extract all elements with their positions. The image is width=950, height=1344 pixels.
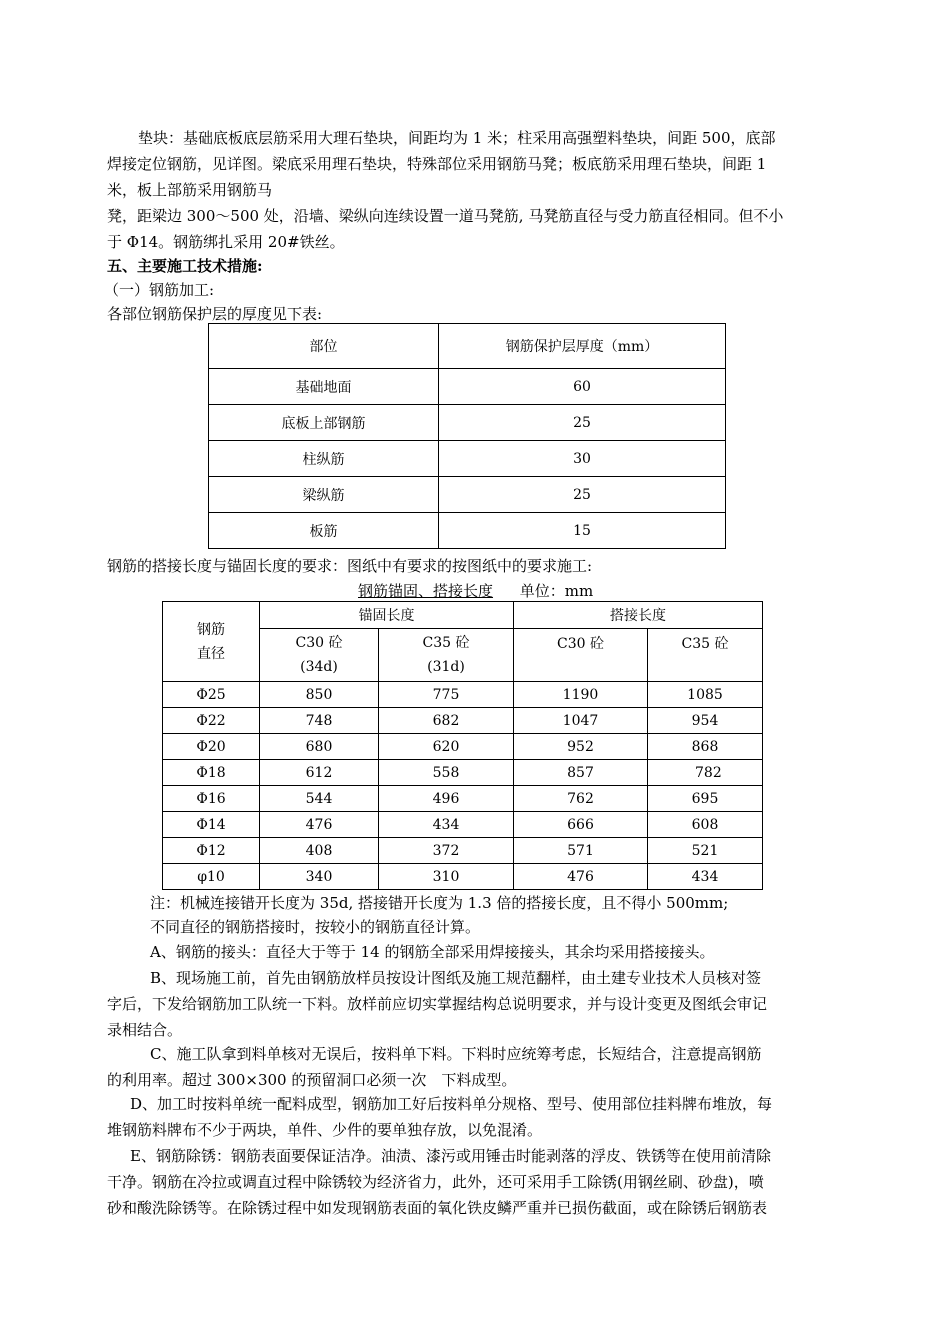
table-cell: 571 <box>514 838 648 864</box>
table-cell: 1085 <box>648 682 763 708</box>
table-cell: φ10 <box>163 864 260 890</box>
caption-unit: 单位：mm <box>519 582 594 600</box>
table-cell: 952 <box>514 734 648 760</box>
note-line: 注：机械连接错开长度为 35d, 搭接错开长度为 1.3 倍的搭接长度，且不得小 500mm; <box>150 894 729 912</box>
paragraph-line: 堆钢筋料牌布不少于两块，单件、少件的要单独存放，以免混淆。 <box>107 1121 543 1139</box>
table-cell: Φ18 <box>163 760 260 786</box>
table-cell: 558 <box>379 760 514 786</box>
table-cell: 434 <box>648 864 763 890</box>
table-cell: 608 <box>648 812 763 838</box>
table-cell: 基础地面 <box>209 369 439 405</box>
note-line: 不同直径的钢筋搭接时，按较小的钢筋直径计算。 <box>150 918 481 936</box>
table-row <box>209 405 726 441</box>
anchor-table-caption <box>358 580 593 601</box>
table-cell: 496 <box>379 786 514 812</box>
table-cell: 775 <box>379 682 514 708</box>
table-cell: Φ25 <box>163 682 260 708</box>
paragraph-line: B、现场施工前，首先由钢筋放样员按设计图纸及施工规范翻样，由土建专业技术人员核对签 <box>150 969 762 987</box>
anchor-c35-header <box>379 629 514 682</box>
table-cell: 954 <box>648 708 763 734</box>
lap-header: 搭接长度 <box>514 602 763 629</box>
table-header: 钢筋保护层厚度（mm） <box>439 324 726 369</box>
table-cell: 680 <box>260 734 379 760</box>
table-cell: 620 <box>379 734 514 760</box>
lap-c30-header: C30 砼 <box>514 629 648 682</box>
paragraph-spacer-line: 焊接定位钢筋，见详图。梁底采用理石垫块，特殊部位采用钢筋马凳；板底筋采用理石垫块，间距 1 <box>107 155 767 173</box>
anchor-header: 锚固长度 <box>260 602 514 629</box>
table-cell: 748 <box>260 708 379 734</box>
table-cell: 850 <box>260 682 379 708</box>
table-cell: 25 <box>439 405 726 441</box>
caption-title: 钢筋锚固、搭接长度 <box>358 582 494 600</box>
paragraph-line: 字后，下发给钢筋加工队统一下料。放样前应切实掌握结构总说明要求，并与设计变更及图纸会审记 <box>107 995 768 1013</box>
cover-thickness-table <box>208 323 726 549</box>
paragraph-line: 砂和酸洗除锈等。在除锈过程中如发现钢筋表面的氧化铁皮鳞严重并已损伤截面，或在除锈后钢筋表 <box>107 1199 768 1217</box>
table-cell: Φ12 <box>163 838 260 864</box>
table-row <box>163 734 763 760</box>
table-cell: 682 <box>379 708 514 734</box>
table-cell: 762 <box>514 786 648 812</box>
section-heading: 五、主要施工技术措施: <box>107 257 263 275</box>
paragraph-line: A、钢筋的接头：直径大于等于 14 的钢筋全部采用焊接接头，其余均采用搭接接头。 <box>150 943 715 961</box>
table-cell: 666 <box>514 812 648 838</box>
table-row <box>209 513 726 549</box>
diameter-header-line: 直径 <box>197 645 225 662</box>
table-row <box>209 369 726 405</box>
anchor-c30-header <box>260 629 379 682</box>
table-cell: 25 <box>439 477 726 513</box>
table-cell: 30 <box>439 441 726 477</box>
table-row <box>163 708 763 734</box>
paragraph-line: E、钢筋除锈：钢筋表面要保证洁净。油渍、漆污或用锤击时能剥落的浮皮、铁锈等在使用前清除 <box>130 1147 771 1165</box>
paragraph-line: 录相结合。 <box>107 1021 183 1039</box>
table-row <box>163 864 763 890</box>
table-cell: 521 <box>648 838 763 864</box>
table-cell: Φ22 <box>163 708 260 734</box>
table-row <box>163 786 763 812</box>
header-line: C30 砼 <box>295 635 343 651</box>
table-header: 部位 <box>209 324 439 369</box>
table-cell: 857 <box>514 760 648 786</box>
table-cell: 柱纵筋 <box>209 441 439 477</box>
table-row <box>163 838 763 864</box>
paragraph-line: D、加工时按料单统一配料成型，钢筋加工好后按料单分规格、型号、使用部位挂料牌布堆放，每 <box>130 1095 773 1113</box>
table-cell: 60 <box>439 369 726 405</box>
table-row <box>163 812 763 838</box>
subsection-heading: （一）钢筋加工: <box>104 281 215 299</box>
header-line: C35 砼 <box>422 635 470 651</box>
table-cell: 310 <box>379 864 514 890</box>
table-cell: 434 <box>379 812 514 838</box>
paragraph-spacer-line: 垫块：基础底板底层筋采用大理石垫块，间距均为 1 米；柱采用高强塑料垫块，间距 500，底部 <box>138 129 776 147</box>
diameter-header <box>163 602 260 682</box>
table-row <box>209 477 726 513</box>
paragraph-line: 的利用率。超过 300×300 的预留洞口必须一次 下料成型。 <box>107 1071 517 1089</box>
table-row <box>209 441 726 477</box>
cover-table-intro: 各部位钢筋保护层的厚度见下表: <box>107 305 323 323</box>
table-cell: Φ20 <box>163 734 260 760</box>
anchor-lap-table <box>162 601 763 890</box>
table-cell: 476 <box>514 864 648 890</box>
table-cell: 底板上部钢筋 <box>209 405 439 441</box>
table-cell: 476 <box>260 812 379 838</box>
table-row <box>163 760 763 786</box>
table-cell: 板筋 <box>209 513 439 549</box>
table-cell: 15 <box>439 513 726 549</box>
header-line: (34d) <box>300 659 338 675</box>
header-line: (31d) <box>427 659 465 675</box>
paragraph-line: 干净。钢筋在冷拉或调直过程中除锈较为经济省力，此外，还可采用手工除锈(用钢丝刷、砂盘)，喷 <box>107 1173 764 1191</box>
paragraph-line: C、施工队拿到料单核对无误后，按料单下料。下料时应统筹考虑，长短结合，注意提高钢筋 <box>150 1045 762 1063</box>
table-row <box>163 682 763 708</box>
lap-c35-header: C35 砼 <box>648 629 763 682</box>
table-cell: 梁纵筋 <box>209 477 439 513</box>
table-cell: 372 <box>379 838 514 864</box>
table-cell: 544 <box>260 786 379 812</box>
table-cell: 782 <box>648 760 763 786</box>
table-cell: 1047 <box>514 708 648 734</box>
table-cell: 612 <box>260 760 379 786</box>
table-cell: 868 <box>648 734 763 760</box>
table-cell: 695 <box>648 786 763 812</box>
table-cell: Φ16 <box>163 786 260 812</box>
table-cell: 1190 <box>514 682 648 708</box>
paragraph-spacer-line: 凳，距梁边 300～500 处，沿墙、梁纵向连续设置一道马凳筋, 马凳筋直径与受力筋直径相同。但不小 <box>107 207 784 225</box>
table-cell: 340 <box>260 864 379 890</box>
table-cell: 408 <box>260 838 379 864</box>
table-cell: Φ14 <box>163 812 260 838</box>
paragraph-spacer-line: 于 Φ14。钢筋绑扎采用 20#铁丝。 <box>107 233 345 251</box>
paragraph-spacer-line: 米，板上部筋采用钢筋马 <box>107 181 273 199</box>
diameter-header-line: 钢筋 <box>197 621 225 638</box>
lap-intro: 钢筋的搭接长度与锚固长度的要求：图纸中有要求的按图纸中的要求施工: <box>107 557 593 575</box>
